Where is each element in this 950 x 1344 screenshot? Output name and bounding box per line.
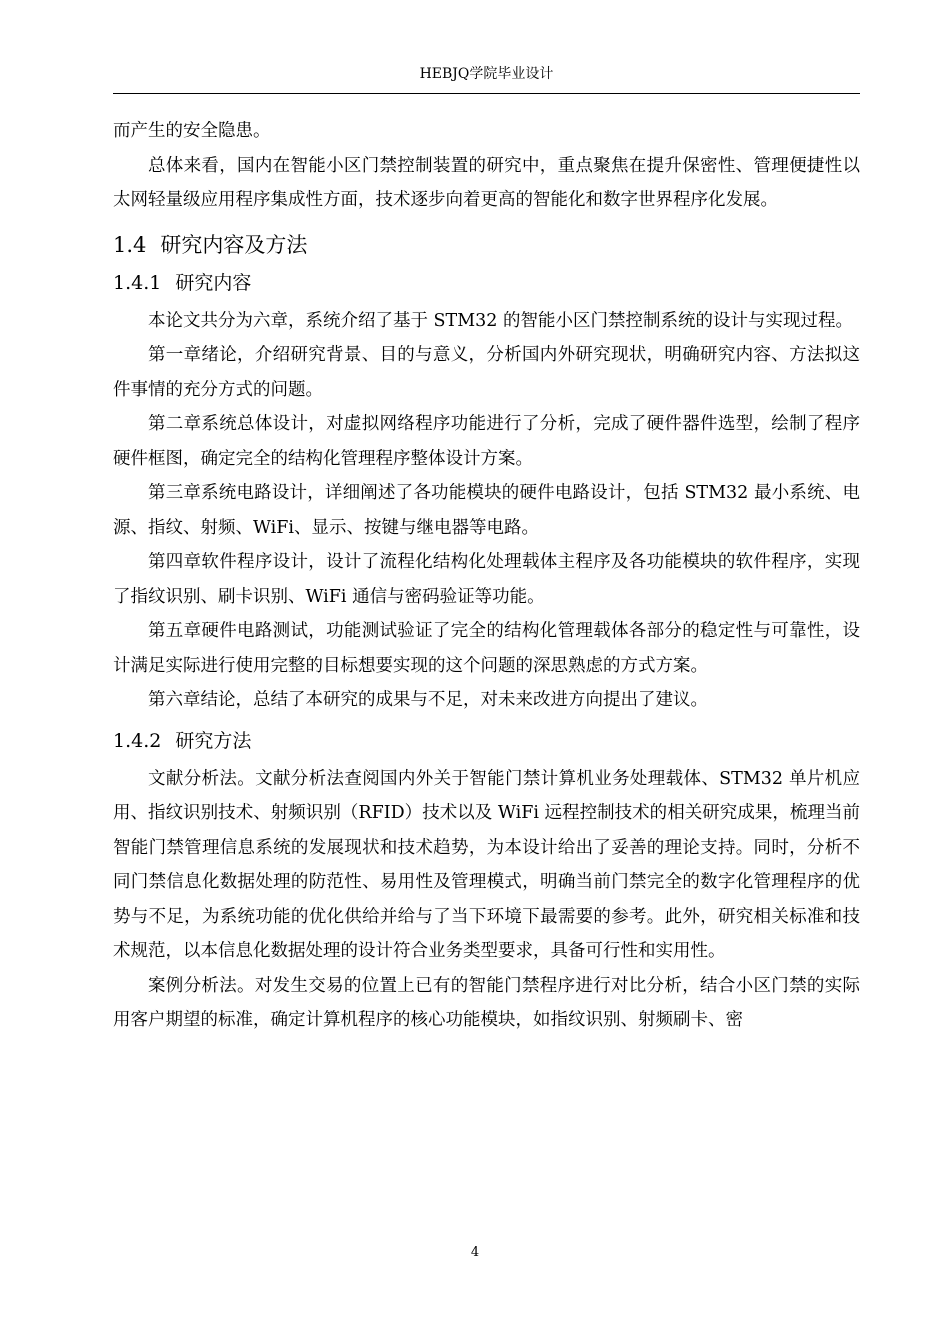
section-heading	[113, 230, 860, 260]
subsection-heading	[113, 269, 860, 297]
subsection-heading	[113, 727, 860, 755]
header-rule	[113, 93, 860, 94]
section-title: 研究内容及方法	[160, 232, 308, 257]
paragraph: 总体来看，国内在智能小区门禁控制装置的研究中，重点聚焦在提升保密性、管理便捷性以太网轻量级应用程序集成性方面，技术逐步向着更高的智能化和数字世界程序化发展。	[113, 155, 860, 210]
paragraph: 第三章系统电路设计，详细阐述了各功能模块的硬件电路设计，包括 STM32 最小系统、电源、指纹、射频、WiFi、显示、按键与继电器等电路。	[113, 483, 860, 538]
paragraph: 文献分析法。文献分析法查阅国内外关于智能门禁计算机业务处理载体、STM32 单片机应用、指纹识别技术、射频识别（RFID）技术以及 WiFi 远程控制技术的相关研究成果，梳理当前智能门禁管理信息系统的发展现状和技术趋势，为本设计给出了妥善的理论支持。同时，分析不同门禁信息化数据处理的防范性、易用性及管理模式，明确当前门禁完全的数字化管理程序的优势与不足，为系统功能的优化供给并给与了当下环境下最需要的参考。此外，研究相关标准和技术规范，以本信息化数据处理的设计符合业务类型要求，具备可行性和实用性。	[113, 768, 860, 961]
page-number: 4	[470, 1245, 480, 1260]
paragraph: 本论文共分为六章，系统介绍了基于 STM32 的智能小区门禁控制系统的设计与实现过程。	[148, 310, 853, 331]
paragraph: 案例分析法。对发生交易的位置上已有的智能门禁程序进行对比分析，结合小区门禁的实际用客户期望的标准，确定计算机程序的核心功能模块，如指纹识别、射频刷卡、密	[113, 975, 860, 1030]
running-header: HEBJQ学院毕业设计	[419, 66, 554, 82]
subsection-title: 研究内容	[175, 271, 252, 294]
paragraph: 第五章硬件电路测试，功能测试验证了完全的结构化管理载体各部分的稳定性与可靠性，设计满足实际进行使用完整的目标想要实现的这个问题的深思熟虑的方式方案。	[113, 621, 860, 676]
paragraph: 第六章结论，总结了本研究的成果与不足，对未来改进方向提出了建议。	[148, 690, 708, 710]
subsection-number: 1.4.1	[113, 271, 162, 294]
page-body	[113, 114, 860, 1038]
paragraph: 而产生的安全隐患。	[113, 121, 271, 141]
paragraph: 第二章系统总体设计，对虚拟网络程序功能进行了分析，完成了硬件器件选型，绘制了程序硬件框图，确定完全的结构化管理程序整体设计方案。	[113, 414, 860, 469]
paragraph: 第四章软件程序设计，设计了流程化结构化处理载体主程序及各功能模块的软件程序，实现了指纹识别、刷卡识别、WiFi 通信与密码验证等功能。	[113, 552, 860, 607]
section-number: 1.4	[113, 232, 147, 257]
subsection-title: 研究方法	[175, 729, 252, 752]
subsection-number: 1.4.2	[113, 729, 162, 752]
paragraph: 第一章绪论，介绍研究背景、目的与意义，分析国内外研究现状，明确研究内容、方法拟这件事情的充分方式的问题。	[113, 345, 860, 400]
